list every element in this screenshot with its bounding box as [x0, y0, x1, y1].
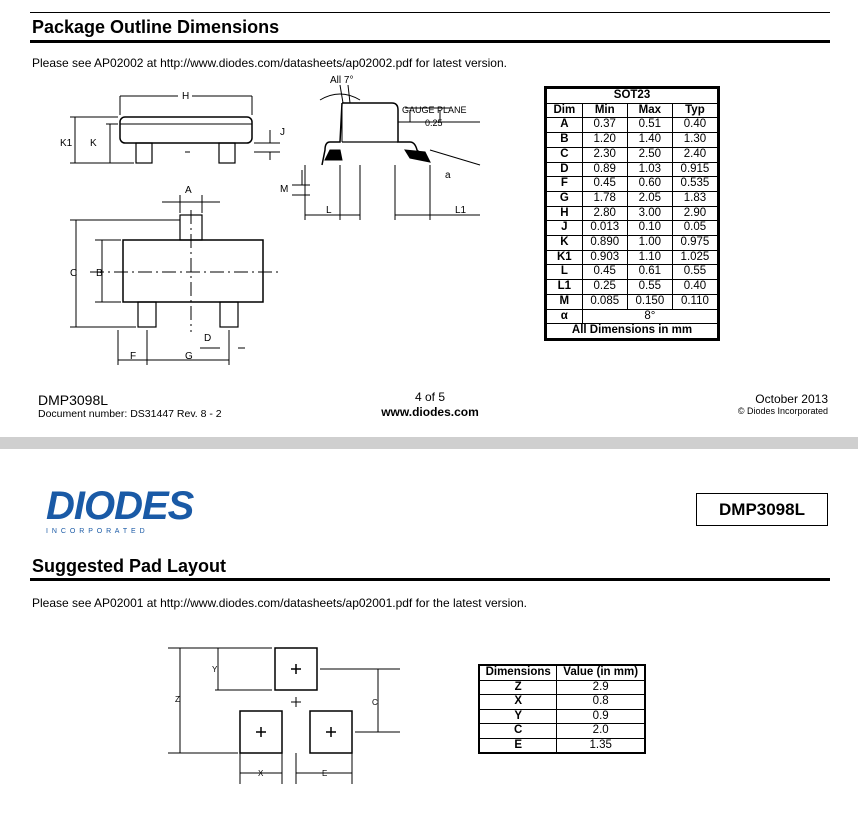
sot23-header: Max	[627, 103, 672, 118]
sot23-cell: 0.51	[627, 118, 672, 133]
sot23-cell: 0.60	[627, 177, 672, 192]
sot23-header: Typ	[672, 103, 717, 118]
pad-cell: 2.9	[557, 680, 645, 695]
sot23-table-title: SOT23	[547, 89, 718, 104]
sot23-table	[546, 88, 718, 339]
section-title-pad: Suggested Pad Layout	[32, 556, 227, 576]
sot23-cell: 0.05	[672, 221, 717, 236]
sot23-cell: 2.40	[672, 147, 717, 162]
sot23-cell: L1	[547, 280, 583, 295]
footer-page: 4 of 5	[414, 390, 446, 404]
sot23-cell: 1.025	[672, 250, 717, 265]
sot23-cell: α	[547, 309, 583, 324]
label-B: B	[96, 268, 103, 279]
pad-cell: X	[479, 695, 557, 710]
section-rule-2	[30, 578, 830, 581]
pad-cell: 2.0	[557, 724, 645, 739]
diodes-logo	[46, 486, 221, 536]
pad-row	[479, 724, 645, 739]
label-F: F	[130, 351, 137, 362]
sot23-row	[547, 236, 718, 251]
footer-docnum: Document number: DS31447 Rev. 8 - 2	[38, 408, 222, 420]
top-view-body	[120, 117, 252, 143]
footer-part: DMP3098L	[38, 392, 109, 408]
pad-cell: Y	[479, 709, 557, 724]
sot23-cell: H	[547, 206, 583, 221]
sot23-cell: 0.45	[582, 265, 627, 280]
sot23-cell: 0.40	[672, 118, 717, 133]
sot23-cell: 3.00	[627, 206, 672, 221]
pad-row	[479, 709, 645, 724]
label-K: K	[90, 138, 97, 149]
sot23-cell: J	[547, 221, 583, 236]
label-gauge-value: 0.25	[425, 118, 443, 128]
sot23-row	[547, 191, 718, 206]
outline-note: Please see AP02002 at http://www.diodes.com/datasheets/ap02002.pdf for latest version.	[32, 56, 507, 70]
label-J: J	[280, 127, 285, 138]
sot23-table-footer: All Dimensions in mm	[547, 324, 718, 339]
sot23-cell: 0.25	[582, 280, 627, 295]
sot23-row	[547, 147, 718, 162]
sot23-cell: 0.903	[582, 250, 627, 265]
label-H: H	[182, 91, 190, 102]
top-rule	[30, 12, 830, 13]
sot23-cell: 2.30	[582, 147, 627, 162]
pad-table-header: Dimensions	[479, 665, 557, 680]
sot23-cell: B	[547, 133, 583, 148]
pad-table	[478, 664, 646, 754]
sot23-cell: 2.05	[627, 191, 672, 206]
footer-date: October 2013	[755, 392, 828, 406]
label-K1: K1	[60, 138, 73, 149]
sot23-row	[547, 162, 718, 177]
section-rule	[30, 40, 830, 43]
sot23-row	[547, 221, 718, 236]
sot23-table-frame	[544, 86, 720, 341]
sot23-cell: 1.00	[627, 236, 672, 251]
pad-row	[479, 738, 645, 753]
sot23-cell: 0.37	[582, 118, 627, 133]
sot23-row	[547, 133, 718, 148]
part-number-box: DMP3098L	[696, 493, 828, 526]
sot23-cell: 0.890	[582, 236, 627, 251]
sot23-cell: 0.89	[582, 162, 627, 177]
pad-table-body	[479, 680, 645, 753]
sot23-cell: D	[547, 162, 583, 177]
footer-copyright: © Diodes Incorporated	[737, 406, 828, 416]
sot23-cell: 0.45	[582, 177, 627, 192]
sot23-row	[547, 206, 718, 221]
sot23-cell: 0.975	[672, 236, 717, 251]
sot23-cell: G	[547, 191, 583, 206]
sot23-cell: 1.40	[627, 133, 672, 148]
logo-text: DIODES	[46, 484, 194, 528]
pad-label-X: X	[258, 769, 264, 778]
sot23-cell: 0.915	[672, 162, 717, 177]
sot23-row	[547, 294, 718, 309]
pad-layout-drawing	[160, 636, 420, 796]
sot23-row	[547, 280, 718, 295]
sot23-row	[547, 118, 718, 133]
sot23-cell: 0.110	[672, 294, 717, 309]
label-G: G	[185, 351, 193, 362]
label-A: A	[185, 185, 192, 196]
pad-label-E: E	[322, 769, 328, 778]
label-L: L	[326, 205, 332, 216]
sot23-cell: A	[547, 118, 583, 133]
sot23-cell: F	[547, 177, 583, 192]
sot23-row	[547, 177, 718, 192]
pad-label-Y: Y	[212, 665, 218, 674]
sot23-cell: M	[547, 294, 583, 309]
sot23-cell: 0.40	[672, 280, 717, 295]
sot23-row	[547, 265, 718, 280]
sot23-cell: 1.30	[672, 133, 717, 148]
sot23-cell: 1.78	[582, 191, 627, 206]
sot23-cell: 0.150	[627, 294, 672, 309]
pad-cell: 1.35	[557, 738, 645, 753]
pad-cell: 0.8	[557, 695, 645, 710]
logo-subtext: I N C O R P O R A T E D	[46, 528, 146, 535]
sot23-cell: 0.55	[627, 280, 672, 295]
pad-row	[479, 680, 645, 695]
pad-row	[479, 695, 645, 710]
sot23-cell: 2.90	[672, 206, 717, 221]
sot23-cell: 2.80	[582, 206, 627, 221]
sot23-cell: C	[547, 147, 583, 162]
label-gauge-plane: GAUGE PLANE	[402, 105, 467, 115]
sot23-row	[547, 309, 718, 324]
sot23-header: Min	[582, 103, 627, 118]
pad-label-C: C	[372, 698, 378, 707]
bottom-view-body	[123, 240, 263, 302]
sot23-cell: 1.03	[627, 162, 672, 177]
label-all7: All 7°	[330, 75, 354, 86]
label-L1: L1	[455, 205, 467, 216]
sot23-cell: K1	[547, 250, 583, 265]
pad-note: Please see AP02001 at http://www.diodes.com/datasheets/ap02001.pdf for the latest version.	[32, 596, 527, 610]
sot23-cell: 0.085	[582, 294, 627, 309]
sot23-cell: 0.535	[672, 177, 717, 192]
sot23-cell: L	[547, 265, 583, 280]
sot23-cell: 0.013	[582, 221, 627, 236]
pad-table-header: Value (in mm)	[557, 665, 645, 680]
pad-cell: C	[479, 724, 557, 739]
sot23-cell: 0.61	[627, 265, 672, 280]
sot23-cell: 1.20	[582, 133, 627, 148]
page-separator	[0, 437, 858, 449]
sot23-row	[547, 250, 718, 265]
label-alpha: a	[445, 170, 451, 181]
label-C: C	[70, 268, 78, 279]
package-outline-drawing	[30, 70, 510, 370]
section-title-outline: Package Outline Dimensions	[32, 17, 280, 37]
sot23-cell: 2.50	[627, 147, 672, 162]
sot23-cell: 8°	[582, 309, 717, 324]
pad-cell: Z	[479, 680, 557, 695]
sot23-cell: 1.10	[627, 250, 672, 265]
sot23-cell: K	[547, 236, 583, 251]
sot23-cell: 0.10	[627, 221, 672, 236]
footer-website[interactable]: www.diodes.com	[381, 405, 479, 419]
label-M: M	[280, 184, 289, 195]
pad-cell: 0.9	[557, 709, 645, 724]
label-D: D	[204, 333, 212, 344]
sot23-cell: 0.55	[672, 265, 717, 280]
sot23-cell: 1.83	[672, 191, 717, 206]
pad-cell: E	[479, 738, 557, 753]
sot23-header: Dim	[547, 103, 583, 118]
pad-label-Z: Z	[175, 695, 180, 704]
sot23-table-body	[547, 118, 718, 324]
